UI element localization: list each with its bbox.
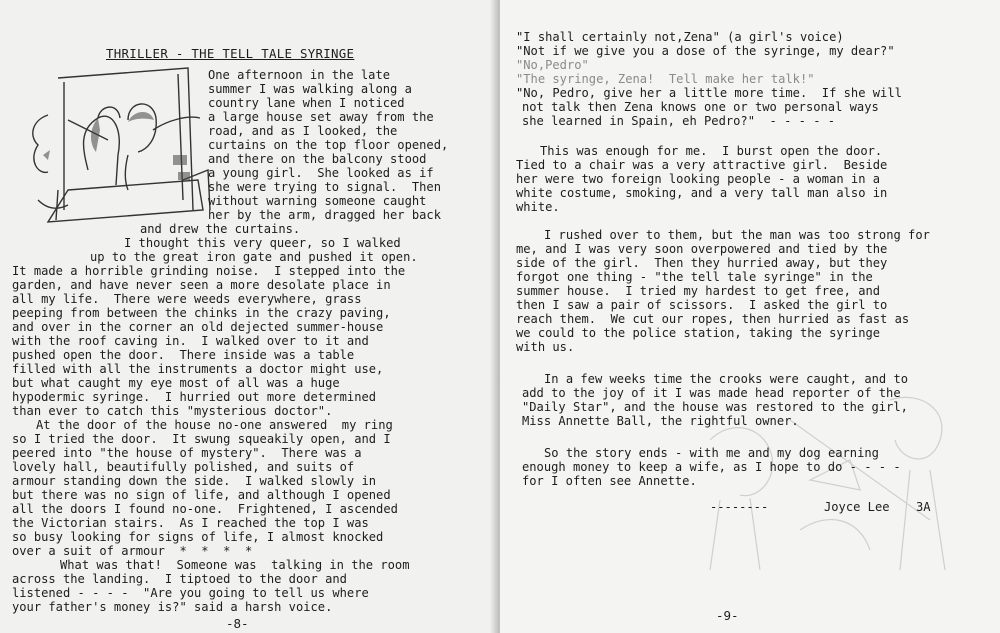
text-line: summer house. I tried my hardest to get free, and	[516, 284, 881, 298]
text-line: the Victorian stairs. As I reached the top I was	[12, 516, 369, 530]
page-number: -9-	[716, 608, 739, 623]
text-line: but what caught my eye most of all was a huge	[12, 376, 340, 390]
text-line: So the story ends - with me and my dog earning	[544, 446, 879, 460]
text-line: armour standing down the side. I walked slowly in	[12, 474, 377, 488]
story-title: THRILLER - THE TELL TALE SYRINGE	[106, 46, 355, 61]
text-line: side of the girl. Then they hurried away, but they	[516, 256, 888, 270]
page-number: -8-	[226, 616, 249, 631]
text-line: all my life. There were weeds everywhere, grass	[12, 292, 362, 306]
text-line: curtains on the top floor opened,	[208, 138, 449, 152]
text-line: I thought this very queer, so I walked	[124, 236, 401, 250]
text-line: a young girl. She looked as if	[208, 166, 434, 180]
text-line: than ever to catch this "mysterious doctor".	[12, 404, 333, 418]
text-line: filled with all the instruments a doctor might use,	[12, 362, 384, 376]
text-line: "No,Pedro"	[516, 58, 589, 72]
text-line: a large house set away from the	[208, 110, 434, 124]
text-line: all the doors I found no-one. Frightened, I ascended	[12, 502, 398, 516]
text-line: "The syringe, Zena! Tell make her talk!"	[516, 72, 815, 86]
signature-rule: --------	[710, 500, 769, 514]
text-line: At the door of the house no-one answered my ring	[36, 418, 393, 432]
text-line: me, and I was very soon overpowered and tied by the	[516, 242, 888, 256]
text-line: listened - - - - "Are you going to tell us where	[12, 586, 369, 600]
text-line: your father's money is?" said a harsh voice.	[12, 600, 333, 614]
text-line: and there on the balcony stood	[208, 152, 427, 166]
author-name: Joyce Lee	[824, 500, 890, 514]
text-line: add to the joy of it I was made head reporter of the	[522, 386, 901, 400]
text-line: over a suit of armour * * * *	[12, 544, 253, 558]
text-line: This was enough for me. I burst open the door.	[540, 144, 883, 158]
text-line: Miss Annette Ball, the rightful owner.	[522, 414, 799, 428]
author-class: 3A	[916, 500, 931, 514]
balcony-illustration	[28, 60, 213, 230]
text-line: white costume, smoking, and a very tall man also in	[516, 186, 888, 200]
text-line: What was that! Someone was talking in the room	[60, 558, 410, 572]
text-line: I rushed over to them, but the man was too strong for	[544, 228, 930, 242]
text-line: without warning someone caught	[208, 194, 427, 208]
text-line: enough money to keep a wife, as I hope to do - - - -	[522, 460, 901, 474]
text-line: pushed open the door. There inside was a table	[12, 348, 355, 362]
text-line: country lane when I noticed	[208, 96, 405, 110]
text-line: hypodermic syringe. I hurried out more determined	[12, 390, 377, 404]
text-line: peeping from between the chinks in the crazy paving,	[12, 306, 391, 320]
text-line: One afternoon in the late	[208, 68, 391, 82]
text-line: she learned in Spain, eh Pedro?" - - - - -	[522, 114, 836, 128]
left-page	[0, 0, 496, 633]
text-line: It made a horrible grinding noise. I stepped into the	[12, 264, 406, 278]
text-line: so busy looking for signs of life, I almost knocked	[12, 530, 384, 544]
text-line: summer I was walking along a	[208, 82, 412, 96]
text-line: with us.	[516, 340, 575, 354]
text-line: she were trying to signal. Then	[208, 180, 441, 194]
text-line: forgot one thing - "the tell tale syringe" in the	[516, 270, 873, 284]
text-line: and over in the corner an old dejected summer-house	[12, 320, 384, 334]
text-line: not talk then Zena knows one or two personal ways	[522, 100, 879, 114]
text-line: her by the arm, dragged her back	[208, 208, 441, 222]
text-line: with the roof caving in. I walked over to it and	[12, 334, 369, 348]
text-line: "I shall certainly not,Zena" (a girl's voice)	[516, 30, 844, 44]
text-line: we could to the police station, taking the syringe	[516, 326, 881, 340]
text-line: then I saw a pair of scissors. I asked the girl to	[516, 298, 888, 312]
text-line: In a few weeks time the crooks were caught, and to	[544, 372, 909, 386]
text-line: reach them. We cut our ropes, then hurried as fast as	[516, 312, 910, 326]
text-line: road, and as I looked, the	[208, 124, 398, 138]
text-line: for I often see Annette.	[522, 474, 697, 488]
text-line: and drew the curtains.	[140, 222, 301, 236]
text-line: so I tried the door. It swung squeakily open, and I	[12, 432, 391, 446]
text-line: but there was no sign of life, and although I opened	[12, 488, 391, 502]
text-line: Tied to a chair was a very attractive girl. Beside	[516, 158, 888, 172]
text-line: her were two foreign looking people - a woman in a	[516, 172, 881, 186]
text-line: lovely hall, beautifully polished, and suits of	[12, 460, 355, 474]
right-page	[500, 0, 1000, 633]
text-line: garden, and have never seen a more desolate place in	[12, 278, 391, 292]
text-line: "Not if we give you a dose of the syringe, my dear?"	[516, 44, 895, 58]
text-line: "Daily Star", and the house was restored to the girl,	[522, 400, 908, 414]
text-line: peered into "the house of mystery". There was a	[12, 446, 362, 460]
text-line: across the landing. I tiptoed to the door and	[12, 572, 347, 586]
text-line: "No, Pedro, give her a little more time. If she will	[516, 86, 902, 100]
text-line: white.	[516, 200, 560, 214]
text-line: up to the great iron gate and pushed it open.	[90, 250, 418, 264]
